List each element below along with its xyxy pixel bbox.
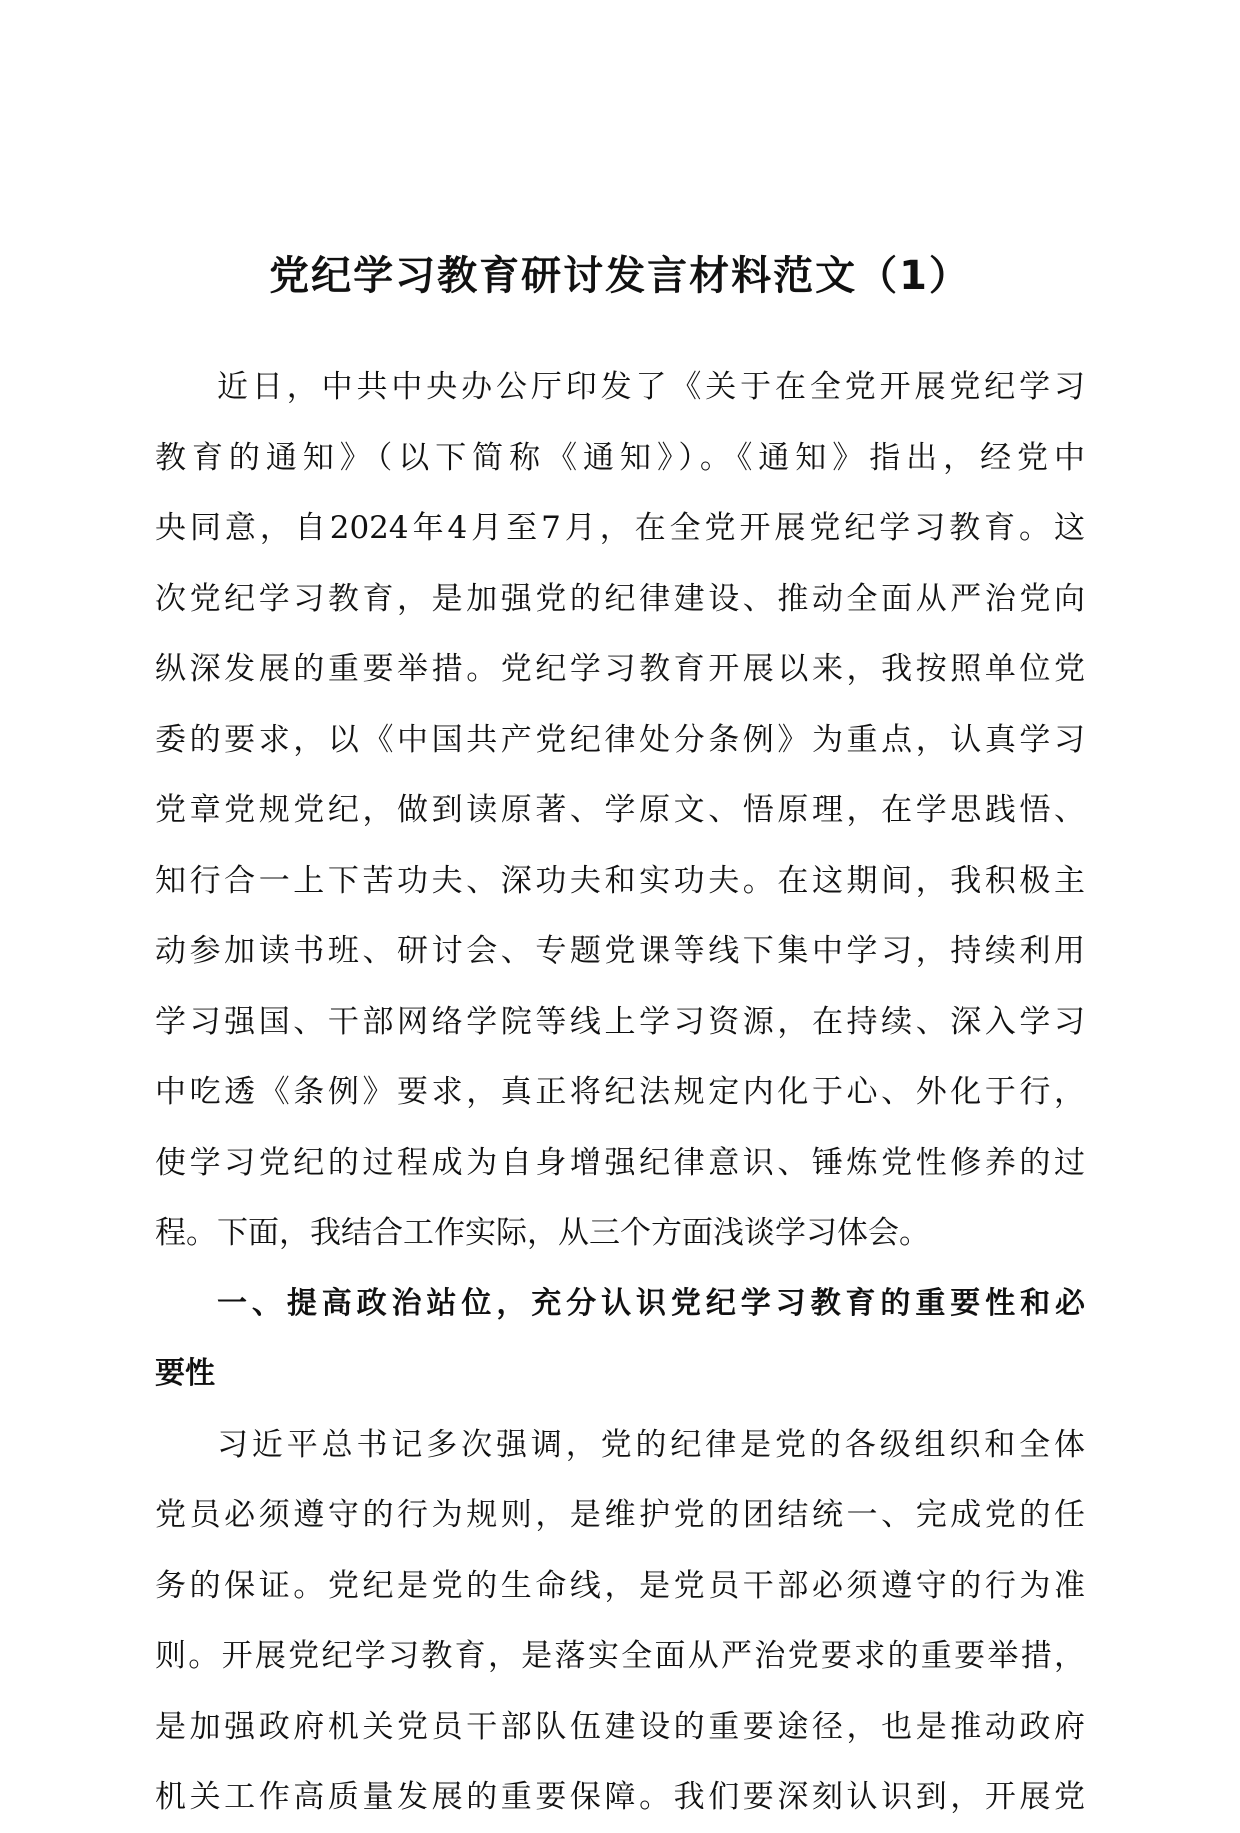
paragraph-line: 则。开展党纪学习教育，是落实全面从严治党要求的重要举措， (155, 1638, 1085, 1674)
paragraph-line: 近日，中共中央办公厅印发了《关于在全党开展党纪学习 (217, 369, 1085, 405)
paragraph-line: 次党纪学习教育，是加强党的纪律建设、推动全面从严治党向 (155, 580, 1085, 617)
paragraph-line: 习近平总书记多次强调，党的纪律是党的各级组织和全体 (217, 1426, 1085, 1463)
paragraph-line: 知行合一上下苦功夫、深功夫和实功夫。在这期间，我积极主 (155, 862, 1085, 899)
paragraph-line: 委的要求，以《中国共产党纪律处分条例》为重点，认真学习 (155, 721, 1085, 758)
document-body (155, 352, 1085, 1833)
document-title: 党纪学习教育研讨发言材料范文（1） (269, 253, 971, 299)
paragraph-line: 中吃透《条例》要求，真正将纪法规定内化于心、外化于行， (155, 1074, 1085, 1110)
paragraph-line: 动参加读书班、研讨会、专题党课等线下集中学习，持续利用 (155, 933, 1085, 969)
paragraph-line: 机关工作高质量发展的重要保障。我们要深刻认识到，开展党 (155, 1779, 1085, 1815)
paragraph-line: 教育的通知》（以下简称《通知》）。《通知》指出，经党中 (155, 439, 1085, 476)
paragraph-line: 央同意，自2024年4月至7月，在全党开展党纪学习教育。这 (155, 510, 1085, 546)
paragraph-line: 务的保证。党纪是党的生命线，是党员干部必须遵守的行为准 (155, 1567, 1085, 1604)
paragraph-line: 党章党规党纪，做到读原著、学原文、悟原理，在学思践悟、 (155, 792, 1085, 828)
paragraph-line: 学习强国、干部网络学院等线上学习资源，在持续、深入学习 (155, 1003, 1085, 1040)
paragraph-line: 程。下面，我结合工作实际，从三个方面浅谈学习体会。 (155, 1215, 930, 1251)
section-heading-line: 一、提高政治站位，充分认识党纪学习教育的重要性和必 (217, 1285, 1085, 1321)
paragraph-line: 党员必须遵守的行为规则，是维护党的团结统一、完成党的任 (155, 1497, 1085, 1533)
paragraph-line: 纵深发展的重要举措。党纪学习教育开展以来，我按照单位党 (155, 651, 1085, 687)
paragraph-line: 是加强政府机关党员干部队伍建设的重要途径，也是推动政府 (155, 1708, 1085, 1745)
section-heading-line: 要性 (155, 1356, 215, 1391)
paragraph-line: 使学习党纪的过程成为自身增强纪律意识、锤炼党性修养的过 (155, 1144, 1085, 1181)
